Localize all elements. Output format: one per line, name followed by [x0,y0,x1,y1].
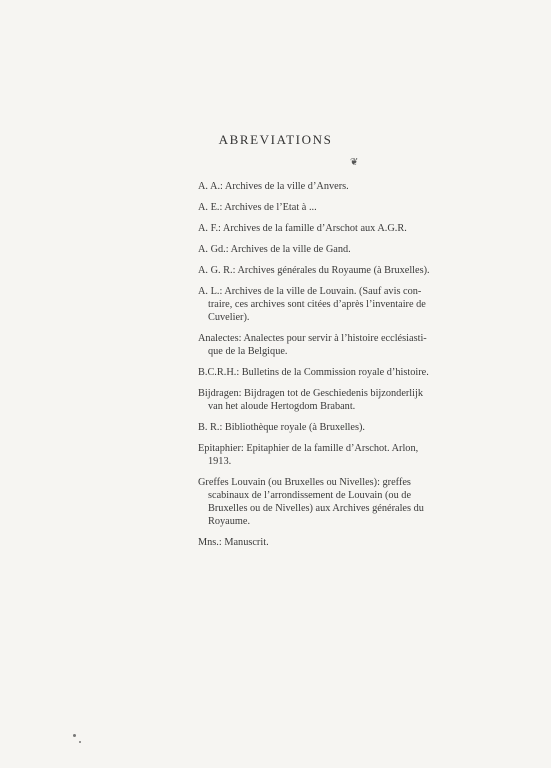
entry-line: A. E.: Archives de l’Etat à ... [198,202,317,213]
paper-speck [79,741,81,743]
entry-line: B.C.R.H.: Bulletins de la Commission royale d’histoire. [198,367,429,378]
entry-line: scabinaux de l’arrondissement de Louvain (ou de [208,490,412,501]
abbreviations-list [198,180,470,549]
abbreviation-entry [198,264,470,277]
entry-line: Epitaphier: Epitaphier de la famille d’Arschot. Arlon, [198,443,419,454]
entry-line: Cuvelier). [208,312,250,323]
entry-line: Bruxelles ou de Nivelles) aux Archives générales du [208,503,424,514]
entry-line: que de la Belgique. [208,346,288,357]
abbreviation-entry [198,366,470,379]
abbreviation-entry [198,387,470,413]
entry-line: traire, ces archives sont citées d’après l’inventaire de [208,299,426,310]
abbreviation-entry [198,536,470,549]
abbreviation-entry [198,442,470,468]
entry-line: Greffes Louvain (ou Bruxelles ou Nivelles): greffes [198,477,411,488]
entry-line: 1913. [208,456,232,467]
entry-line: Bijdragen: Bijdragen tot de Geschiedenis bijzonderlijk [198,388,424,399]
entry-line: A. Gd.: Archives de la ville de Gand. [198,244,351,255]
abbreviation-entry [198,243,470,256]
entry-line: Analectes: Analectes pour servir à l’histoire ecclésiasti- [198,333,427,344]
abbreviation-entry [198,201,470,214]
entry-line: A. F.: Archives de la famille d’Arschot aux A.G.R. [198,223,407,234]
entry-line: A. L.: Archives de la ville de Louvain. (Sauf avis con- [198,286,422,297]
page-title: ABREVIATIONS [218,132,333,147]
abbreviation-entry [198,332,470,358]
abbreviation-entry [198,476,470,528]
fleuron-ornament-icon: ❦ [350,157,359,168]
abbreviation-entry [198,222,470,235]
paper-speck [73,734,76,737]
abbreviation-entry [198,421,470,434]
entry-line: A. A.: Archives de la ville d’Anvers. [198,181,349,192]
entry-line: Mns.: Manuscrit. [198,537,269,548]
entry-line: Royaume. [208,516,251,527]
entry-line: B. R.: Bibliothèque royale (à Bruxelles). [198,422,366,433]
abbreviation-entry [198,285,470,324]
abbreviation-entry [198,180,470,193]
entry-line: A. G. R.: Archives générales du Royaume (à Bruxelles). [198,265,430,276]
entry-line: van het aloude Hertogdom Brabant. [208,401,356,412]
